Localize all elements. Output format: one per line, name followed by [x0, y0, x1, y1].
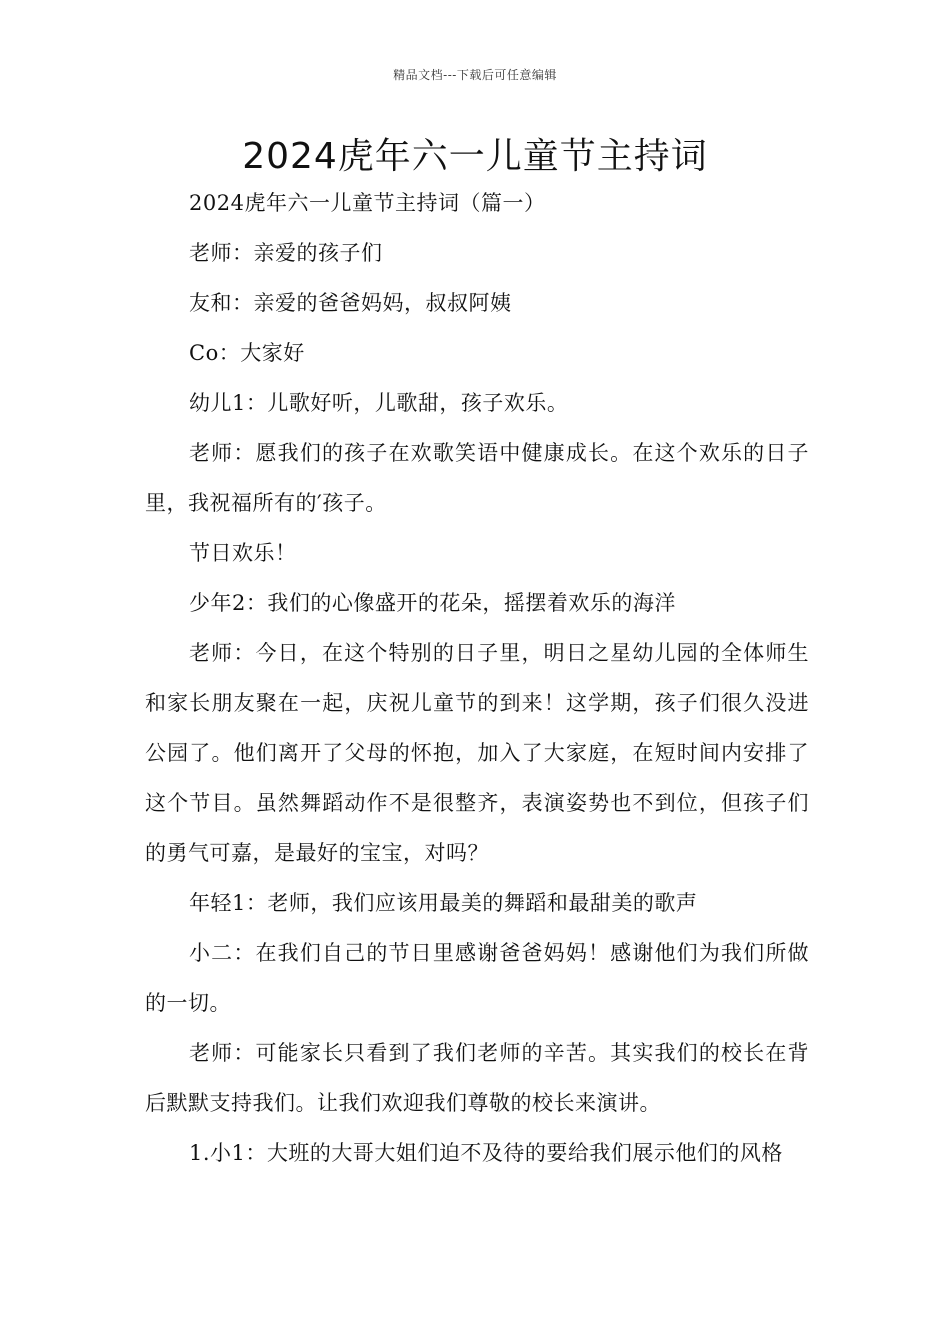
- paragraph: 小二：在我们自己的节日里感谢爸爸妈妈！感谢他们为我们所做的一切。: [145, 941, 809, 1015]
- paragraph: 老师：愿我们的孩子在欢歌笑语中健康成长。在这个欢乐的日子里，我祝福所有的′孩子。: [145, 441, 809, 515]
- paragraph: 老师：可能家长只看到了我们老师的辛苦。其实我们的校长在背后默默支持我们。让我们欢迎我们尊敬的校长来演讲。: [145, 1041, 809, 1115]
- document-title: 2024虎年六一儿童节主持词: [242, 136, 708, 177]
- paragraph: 节日欢乐！: [189, 541, 297, 565]
- paragraph: 友和：亲爱的爸爸妈妈，叔叔阿姨: [189, 291, 512, 315]
- paragraph: 幼儿1：儿歌好听，儿歌甜，孩子欢乐。: [189, 391, 569, 415]
- paragraph: 少年2：我们的心像盛开的花朵，摇摆着欢乐的海洋: [189, 591, 676, 615]
- paragraph: 2024虎年六一儿童节主持词（篇一）: [189, 191, 546, 215]
- paragraph: 老师：今日，在这个特别的日子里，明日之星幼儿园的全体师生和家长朋友聚在一起，庆祝儿童节的到来！这学期，孩子们很久没进公园了。他们离开了父母的怀抱，加入了大家庭，在短时间内安排了这个节目。虽然舞蹈动作不是很整齐，表演姿势也不到位，但孩子们的勇气可嘉，是最好的宝宝，对吗？: [145, 641, 809, 865]
- paragraph: 年轻1：老师，我们应该用最美的舞蹈和最甜美的歌声: [189, 891, 698, 915]
- paragraph: Co：大家好: [189, 341, 305, 365]
- header-note: 精品文档---下载后可任意编辑: [393, 68, 557, 82]
- paragraph: 老师：亲爱的孩子们: [189, 241, 383, 265]
- document-body: [145, 178, 809, 1178]
- paragraph: 1.小1：大班的大哥大姐们迫不及待的要给我们展示他们的风格: [189, 1141, 783, 1165]
